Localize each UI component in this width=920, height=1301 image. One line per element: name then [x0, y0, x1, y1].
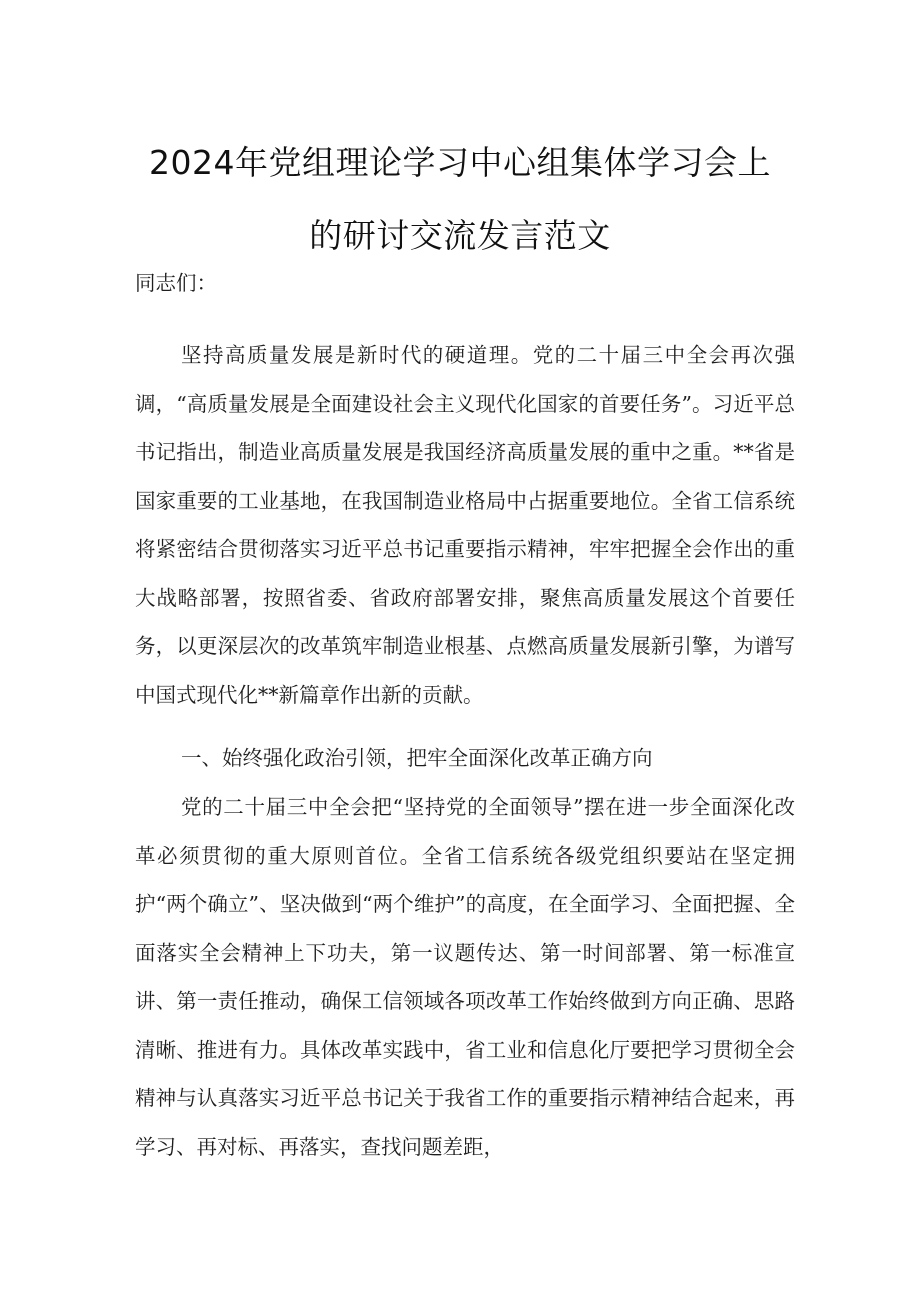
document-title-line-1: 2024年党组理论学习中心组集体学习会上 — [149, 143, 771, 182]
section-heading-1: 一、始终强化政治引领，把牢全面深化改革正确方向 — [181, 746, 653, 770]
paragraph-section-1: 党的二十届三中全会把“坚持党的全面领导”摆在进一步全面深化改革必须贯彻的重大原则首位。全省工信系统各级党组织要站在坚定拥护“两个确立”、坚决做到“两个维护”的高度，在全面学习、全面把握、全面落实全会精神上下功夫，第一议题传达、第一时间部署、第一标准宣讲、第一责任推动，确保工信领域各项改革工作始终做到方向正确、思路清晰、推进有力。具体改革实践中，省工业和信息化厅要把学习贯彻全会精神与认真落实习近平总书记关于我省工作的重要指示精神结合起来，再学习、再对标、再落实，查找问题差距， — [135, 795, 795, 1159]
salutation: 同志们： — [135, 271, 217, 295]
paragraph-intro: 坚持高质量发展是新时代的硬道理。党的二十届三中全会再次强调，“高质量发展是全面建设社会主义现代化国家的首要任务”。习近平总书记指出，制造业高质量发展是我国经济高质量发展的重中之重。**省是国家重要的工业基地，在我国制造业格局中占据重要地位。全省工信系统将紧密结合贯彻落实习近平总书记重要指示精神，牢牢把握全会作出的重大战略部署，按照省委、省政府部署安排，聚焦高质量发展这个首要任务，以更深层次的改革筑牢制造业根基、点燃高质量发展新引擎，为谱写中国式现代化**新篇章作出新的贡献。 — [135, 343, 795, 707]
document-title-line-2: 的研讨交流发言范文 — [309, 216, 611, 255]
